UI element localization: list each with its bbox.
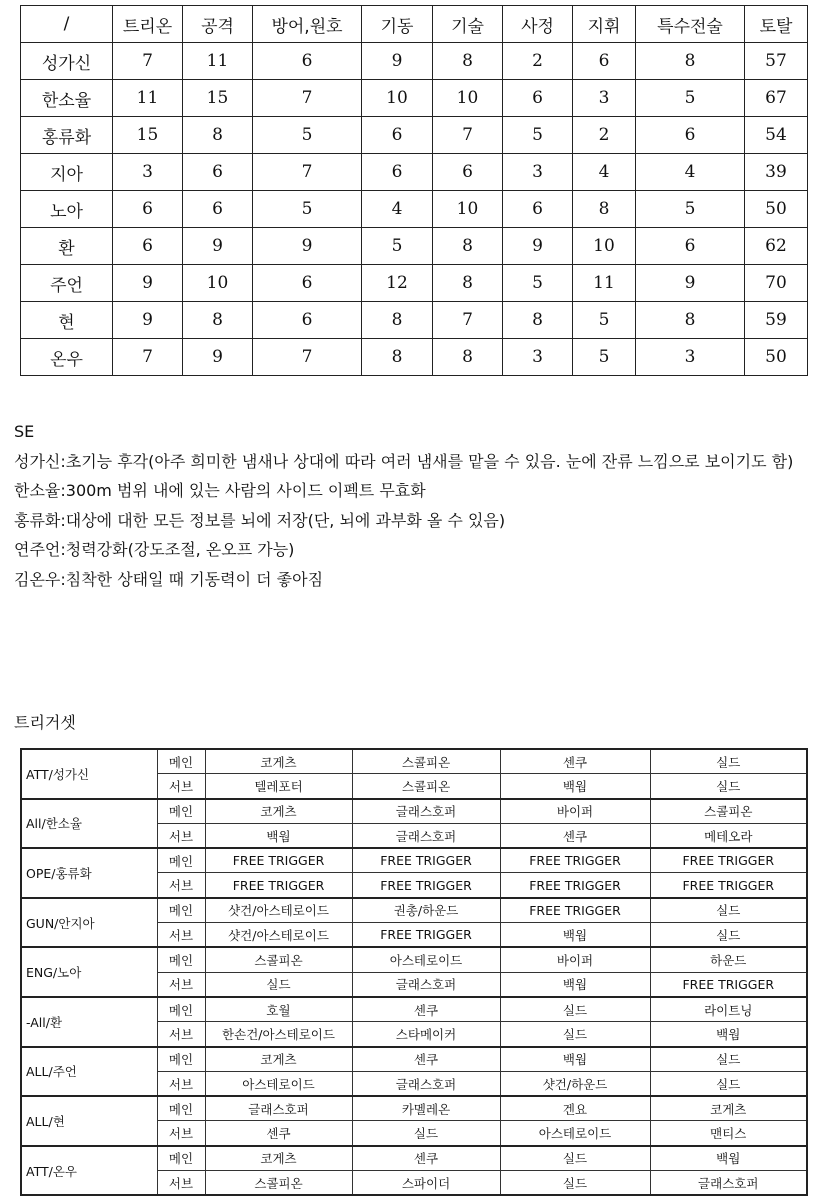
sub-label: 서브	[157, 823, 205, 848]
trigger-slot: 백웜	[500, 972, 650, 997]
stat-value: 9	[113, 265, 183, 302]
trigger-slot: 백웜	[500, 923, 650, 948]
trigger-slot: 코게츠	[205, 799, 352, 824]
stat-value: 9	[183, 228, 253, 265]
stat-value: 6	[573, 43, 636, 80]
stat-value: 8	[503, 302, 573, 339]
trigger-slot: 코게츠	[205, 1146, 352, 1171]
se-title: SE	[14, 422, 35, 441]
stat-value: 5	[636, 80, 745, 117]
trigger-slot: FREE TRIGGER	[650, 972, 807, 997]
stat-value: 8	[362, 339, 433, 376]
main-label: 메인	[157, 799, 205, 824]
stats-row	[21, 154, 808, 191]
stat-value: 8	[433, 228, 503, 265]
trigger-slot: 센쿠	[352, 1047, 500, 1072]
stat-value: 6	[183, 191, 253, 228]
stat-value: 7	[113, 339, 183, 376]
stat-value: 6	[113, 228, 183, 265]
trigger-slot: FREE TRIGGER	[352, 848, 500, 873]
stat-value: 3	[113, 154, 183, 191]
stat-value: 8	[183, 302, 253, 339]
side-effect-line: 홍류화:대상에 대한 모든 정보를 뇌에 저장(단, 뇌에 과부화 올 수 있음)	[14, 510, 506, 530]
side-effect-line: 한소율:300m 범위 내에 있는 사람의 사이드 이펙트 무효화	[14, 481, 426, 500]
character-name: 노아	[21, 191, 113, 228]
stat-value: 6	[433, 154, 503, 191]
stat-value: 39	[745, 154, 808, 191]
trigger-slot: 백웜	[650, 1022, 807, 1047]
stats-table	[20, 5, 808, 376]
stat-value: 67	[745, 80, 808, 117]
trigger-slot: 백웜	[500, 1047, 650, 1072]
trigger-slot: 샷건/아스테로이드	[205, 923, 352, 948]
trigger-slot: 코게츠	[205, 1047, 352, 1072]
character-name: 주언	[21, 265, 113, 302]
trigger-slot: 스콜피온	[205, 1171, 352, 1196]
trigger-slot: 센쿠	[500, 823, 650, 848]
trigger-slot: 센쿠	[352, 997, 500, 1022]
sub-label: 서브	[157, 873, 205, 898]
trigger-slot: 호월	[205, 997, 352, 1022]
stats-header-cell: /	[21, 6, 113, 43]
stats-row	[21, 302, 808, 339]
main-label: 메인	[157, 898, 205, 923]
stat-value: 10	[433, 80, 503, 117]
stat-value: 5	[573, 302, 636, 339]
trigger-slot: FREE TRIGGER	[650, 848, 807, 873]
stat-value: 57	[745, 43, 808, 80]
trigger-slot: 글래스호퍼	[205, 1096, 352, 1121]
stat-value: 7	[433, 302, 503, 339]
stat-value: 8	[433, 339, 503, 376]
sub-label: 서브	[157, 972, 205, 997]
trigger-slot: FREE TRIGGER	[500, 898, 650, 923]
main-label: 메인	[157, 1096, 205, 1121]
trigger-slot: FREE TRIGGER	[205, 848, 352, 873]
stat-value: 2	[573, 117, 636, 154]
trigger-slot: 글래스호퍼	[352, 1071, 500, 1096]
stat-value: 5	[253, 191, 362, 228]
stats-row	[21, 228, 808, 265]
stat-value: 5	[503, 265, 573, 302]
stats-header-cell: 트리온	[113, 6, 183, 43]
trigger-slot: 스콜피온	[650, 799, 807, 824]
trigger-slot: 실드	[500, 1022, 650, 1047]
stat-value: 6	[362, 117, 433, 154]
trigger-slot: 실드	[352, 1121, 500, 1146]
character-name: 한소율	[21, 80, 113, 117]
main-label: 메인	[157, 1146, 205, 1171]
stat-value: 6	[503, 191, 573, 228]
trigger-main-row	[21, 799, 807, 824]
stats-header-row	[21, 6, 808, 43]
se-section	[14, 417, 806, 594]
trigger-slot: 스콜피온	[205, 947, 352, 972]
trigger-slot: 아스테로이드	[205, 1071, 352, 1096]
stat-value: 6	[636, 117, 745, 154]
stats-header-cell: 특수전술	[636, 6, 745, 43]
stat-value: 9	[183, 339, 253, 376]
stat-value: 7	[253, 339, 362, 376]
stat-value: 54	[745, 117, 808, 154]
main-label: 메인	[157, 997, 205, 1022]
trigger-slot: 실드	[650, 1071, 807, 1096]
stat-value: 70	[745, 265, 808, 302]
trigger-slot: FREE TRIGGER	[352, 873, 500, 898]
trigger-slot: 한손건/아스테로이드	[205, 1022, 352, 1047]
stat-value: 50	[745, 191, 808, 228]
trigger-slot: 코게츠	[205, 749, 352, 774]
character-name: 현	[21, 302, 113, 339]
stat-value: 15	[113, 117, 183, 154]
stat-value: 10	[183, 265, 253, 302]
stat-value: 4	[636, 154, 745, 191]
stat-value: 11	[113, 80, 183, 117]
stats-row	[21, 80, 808, 117]
stat-value: 8	[636, 43, 745, 80]
stat-value: 15	[183, 80, 253, 117]
trigger-team-name: ATT/온우	[21, 1146, 157, 1196]
stats-row	[21, 191, 808, 228]
trigger-slot: 실드	[650, 1047, 807, 1072]
side-effect-line: 성가신:초기능 후각(아주 희미한 냄새나 상대에 따라 여러 냄새를 맡을 수 있음. 눈에 잔류 느낌으로 보이기도 함)	[14, 451, 794, 471]
stat-value: 10	[362, 80, 433, 117]
stat-value: 7	[113, 43, 183, 80]
main-label: 메인	[157, 947, 205, 972]
stats-header-cell: 토탈	[745, 6, 808, 43]
stat-value: 5	[573, 339, 636, 376]
stat-value: 6	[362, 154, 433, 191]
trigger-slot: 샷건/아스테로이드	[205, 898, 352, 923]
trigger-slot: 백웜	[500, 774, 650, 799]
stat-value: 59	[745, 302, 808, 339]
stat-value: 11	[183, 43, 253, 80]
trigger-slot: 백웜	[650, 1146, 807, 1171]
trigger-slot: 실드	[650, 749, 807, 774]
stat-value: 9	[253, 228, 362, 265]
trigger-slot: 글래스호퍼	[650, 1171, 807, 1196]
stat-value: 7	[253, 154, 362, 191]
stat-value: 3	[503, 339, 573, 376]
trigger-slot: 아스테로이드	[352, 947, 500, 972]
trigger-slot: 겐요	[500, 1096, 650, 1121]
trigger-slot: 센쿠	[205, 1121, 352, 1146]
trigger-slot: 하운드	[650, 947, 807, 972]
stat-value: 8	[433, 43, 503, 80]
stats-row	[21, 117, 808, 154]
stats-header-cell: 공격	[183, 6, 253, 43]
stat-value: 9	[636, 265, 745, 302]
stats-row	[21, 265, 808, 302]
trigger-slot: 글래스호퍼	[352, 972, 500, 997]
stats-header-cell: 기동	[362, 6, 433, 43]
stat-value: 8	[183, 117, 253, 154]
stat-value: 4	[362, 191, 433, 228]
stat-value: 3	[636, 339, 745, 376]
main-label: 메인	[157, 1047, 205, 1072]
stat-value: 6	[183, 154, 253, 191]
stat-value: 10	[433, 191, 503, 228]
stat-value: 4	[573, 154, 636, 191]
trigger-slot: 코게츠	[650, 1096, 807, 1121]
main-label: 메인	[157, 848, 205, 873]
stats-row	[21, 339, 808, 376]
sub-label: 서브	[157, 1071, 205, 1096]
stat-value: 50	[745, 339, 808, 376]
trigger-team-name: All/한소율	[21, 799, 157, 849]
sub-label: 서브	[157, 923, 205, 948]
stats-header-cell: 기술	[433, 6, 503, 43]
trigger-slot: 아스테로이드	[500, 1121, 650, 1146]
trigger-main-row	[21, 1146, 807, 1171]
stat-value: 8	[433, 265, 503, 302]
side-effect-line: 김온우:침착한 상태일 때 기동력이 더 좋아짐	[14, 569, 324, 589]
trigger-team-name: GUN/안지아	[21, 898, 157, 948]
stats-header-cell: 지휘	[573, 6, 636, 43]
trigger-main-row	[21, 997, 807, 1022]
trigger-slot: 권총/하운드	[352, 898, 500, 923]
sub-label: 서브	[157, 1171, 205, 1196]
trigger-slot: 스파이더	[352, 1171, 500, 1196]
trigger-set-table	[20, 748, 808, 1196]
trigger-main-row	[21, 898, 807, 923]
trigger-slot: 라이트닝	[650, 997, 807, 1022]
stat-value: 5	[253, 117, 362, 154]
stats-header-cell: 사정	[503, 6, 573, 43]
trigger-team-name: -All/환	[21, 997, 157, 1047]
trigger-slot: 실드	[205, 972, 352, 997]
trigger-slot: 글래스호퍼	[352, 823, 500, 848]
stat-value: 3	[573, 80, 636, 117]
trigger-slot: 메테오라	[650, 823, 807, 848]
trigger-main-row	[21, 1047, 807, 1072]
trigger-slot: 맨티스	[650, 1121, 807, 1146]
trigger-slot: 실드	[500, 1146, 650, 1171]
stat-value: 6	[253, 43, 362, 80]
stats-header-cell: 방어,원호	[253, 6, 362, 43]
trigger-slot: 바이퍼	[500, 799, 650, 824]
trigger-main-row	[21, 848, 807, 873]
trigger-slot: 실드	[500, 1171, 650, 1196]
stat-value: 10	[573, 228, 636, 265]
trigger-slot: 스타메이커	[352, 1022, 500, 1047]
trigger-main-row	[21, 749, 807, 774]
stats-row	[21, 43, 808, 80]
stat-value: 6	[636, 228, 745, 265]
trigger-slot: 텔레포터	[205, 774, 352, 799]
trigger-main-row	[21, 1096, 807, 1121]
stat-value: 9	[362, 43, 433, 80]
trigger-slot: 스콜피온	[352, 749, 500, 774]
trigger-slot: 카멜레온	[352, 1096, 500, 1121]
stat-value: 8	[573, 191, 636, 228]
character-name: 온우	[21, 339, 113, 376]
stat-value: 5	[636, 191, 745, 228]
trigger-team-name: ATT/성가신	[21, 749, 157, 799]
stat-value: 12	[362, 265, 433, 302]
stat-value: 6	[253, 265, 362, 302]
stat-value: 11	[573, 265, 636, 302]
stat-value: 5	[503, 117, 573, 154]
sub-label: 서브	[157, 1121, 205, 1146]
trigger-slot: 백웜	[205, 823, 352, 848]
stat-value: 2	[503, 43, 573, 80]
sub-label: 서브	[157, 774, 205, 799]
character-name: 지아	[21, 154, 113, 191]
stat-value: 3	[503, 154, 573, 191]
trigger-slot: 실드	[650, 898, 807, 923]
stat-value: 62	[745, 228, 808, 265]
trigger-team-name: OPE/홍류화	[21, 848, 157, 898]
trigger-slot: 샷건/하운드	[500, 1071, 650, 1096]
trigger-slot: 실드	[500, 997, 650, 1022]
trigger-slot: FREE TRIGGER	[500, 848, 650, 873]
trigger-slot: 실드	[650, 923, 807, 948]
stat-value: 7	[433, 117, 503, 154]
stat-value: 6	[113, 191, 183, 228]
trigger-slot: FREE TRIGGER	[650, 873, 807, 898]
trigger-slot: 센쿠	[352, 1146, 500, 1171]
main-label: 메인	[157, 749, 205, 774]
trigger-slot: 스콜피온	[352, 774, 500, 799]
trigger-slot: FREE TRIGGER	[205, 873, 352, 898]
stat-value: 5	[362, 228, 433, 265]
trigger-slot: 글래스호퍼	[352, 799, 500, 824]
stat-value: 8	[362, 302, 433, 339]
stat-value: 6	[253, 302, 362, 339]
stat-value: 7	[253, 80, 362, 117]
trigger-slot: FREE TRIGGER	[352, 923, 500, 948]
character-name: 홍류화	[21, 117, 113, 154]
character-name: 성가신	[21, 43, 113, 80]
trigger-team-name: ALL/주언	[21, 1047, 157, 1097]
sub-label: 서브	[157, 1022, 205, 1047]
character-name: 환	[21, 228, 113, 265]
trigger-slot: FREE TRIGGER	[500, 873, 650, 898]
trigger-team-name: ALL/현	[21, 1096, 157, 1146]
trigger-main-row	[21, 947, 807, 972]
stat-value: 9	[113, 302, 183, 339]
stat-value: 8	[636, 302, 745, 339]
stat-value: 9	[503, 228, 573, 265]
trigger-slot: 센쿠	[500, 749, 650, 774]
trigger-slot: 바이퍼	[500, 947, 650, 972]
stat-value: 6	[503, 80, 573, 117]
trigger-team-name: ENG/노아	[21, 947, 157, 997]
trigger-slot: 실드	[650, 774, 807, 799]
side-effect-line: 연주언:청력강화(강도조절, 온오프 가능)	[14, 540, 295, 559]
trigger-set-title: 트리거셋	[14, 713, 76, 732]
